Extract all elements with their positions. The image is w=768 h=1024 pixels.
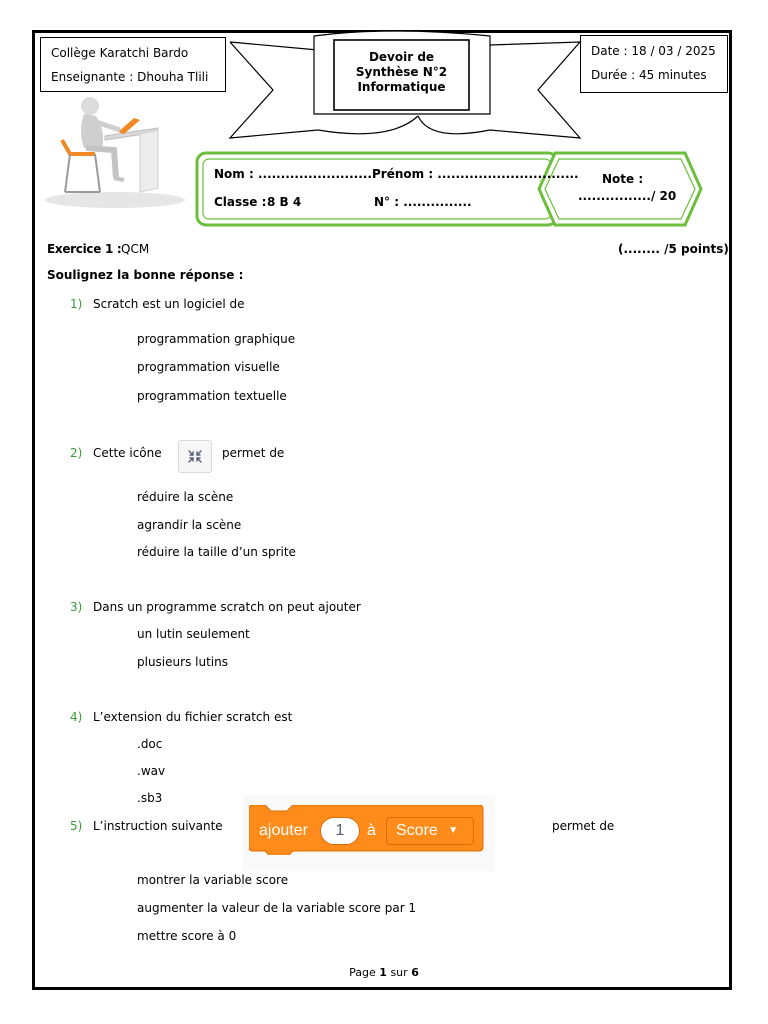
question-5-text-after: permet de — [552, 819, 615, 833]
prenom-field: Prénom : ............................... — [372, 167, 579, 181]
shrink-stage-icon — [178, 440, 212, 473]
page-total: 6 — [411, 966, 419, 979]
question-4-option-1: .doc — [137, 737, 163, 751]
question-5-number: 5) — [70, 819, 83, 833]
scratch-value-input: 1 — [320, 817, 360, 845]
title-line-2: Synthèse N°2 — [355, 65, 448, 79]
note-label: Note : — [602, 172, 644, 186]
exam-title — [334, 50, 469, 95]
question-2-option-3: réduire la taille d’un sprite — [137, 545, 296, 559]
question-1-option-2: programmation visuelle — [137, 360, 280, 374]
title-line-3: Informatique — [357, 80, 446, 94]
question-1-text: Scratch est un logiciel de — [93, 297, 245, 311]
title-line-1: Devoir de — [368, 50, 435, 64]
date-info-box — [580, 35, 728, 93]
school-name: Collège Karatchi Bardo — [51, 46, 189, 60]
scratch-block-area — [243, 795, 495, 871]
question-3-number: 3) — [70, 600, 83, 614]
exercise-type: QCM — [121, 242, 150, 256]
question-2-text-after: permet de — [222, 446, 285, 460]
question-3-text: Dans un programme scratch on peut ajouter — [93, 600, 361, 614]
question-2-text-before: Cette icône — [93, 446, 162, 460]
student-computer-illustration — [40, 92, 190, 212]
chevron-down-icon: ▼ — [448, 825, 459, 836]
question-3-option-1: un lutin seulement — [137, 627, 250, 641]
scratch-variable-name: Score — [396, 822, 438, 839]
numero-field: N° : ............... — [374, 195, 472, 209]
question-1-option-3: programmation textuelle — [137, 389, 287, 403]
question-5-text-before: L’instruction suivante — [93, 819, 223, 833]
exercise-instruction: Soulignez la bonne réponse : — [47, 268, 244, 282]
question-2-option-2: agrandir la scène — [137, 518, 242, 532]
classe-value: 8 B 4 — [267, 195, 302, 209]
exam-date: Date : 18 / 03 / 2025 — [591, 44, 716, 58]
question-5-option-1: montrer la variable score — [137, 873, 289, 887]
question-1-number: 1) — [70, 297, 83, 311]
question-5-option-3: mettre score à 0 — [137, 929, 237, 943]
question-4-option-3: .sb3 — [137, 791, 163, 805]
question-2-option-1: réduire la scène — [137, 490, 234, 504]
page-footer — [0, 966, 768, 979]
question-4-number: 4) — [70, 710, 83, 724]
classe-label: Classe : — [214, 195, 267, 209]
page-mid: sur — [390, 966, 408, 979]
exercise-title: Exercice 1 : — [47, 242, 122, 256]
question-4-text: L’extension du fichier scratch est — [93, 710, 293, 724]
question-2-number: 2) — [70, 446, 83, 460]
scratch-block-label: ajouter — [259, 822, 308, 839]
exam-duration: Durée : 45 minutes — [591, 68, 707, 82]
page-number: 1 — [379, 966, 387, 979]
page-prefix: Page — [349, 966, 376, 979]
note-value: ................/ 20 — [578, 189, 677, 203]
question-1-option-1: programmation graphique — [137, 332, 296, 346]
nom-field: Nom : .......................... — [214, 167, 377, 181]
scratch-variable-dropdown — [386, 817, 474, 845]
scratch-connector: à — [367, 822, 376, 839]
question-3-option-2: plusieurs lutins — [137, 655, 228, 669]
teacher-name: Enseignante : Dhouha Tlili — [51, 70, 209, 84]
question-5-option-2: augmenter la valeur de la variable score par 1 — [137, 901, 417, 915]
exercise-points: (........ /5 points) — [618, 242, 729, 256]
question-4-option-2: .wav — [137, 764, 166, 778]
